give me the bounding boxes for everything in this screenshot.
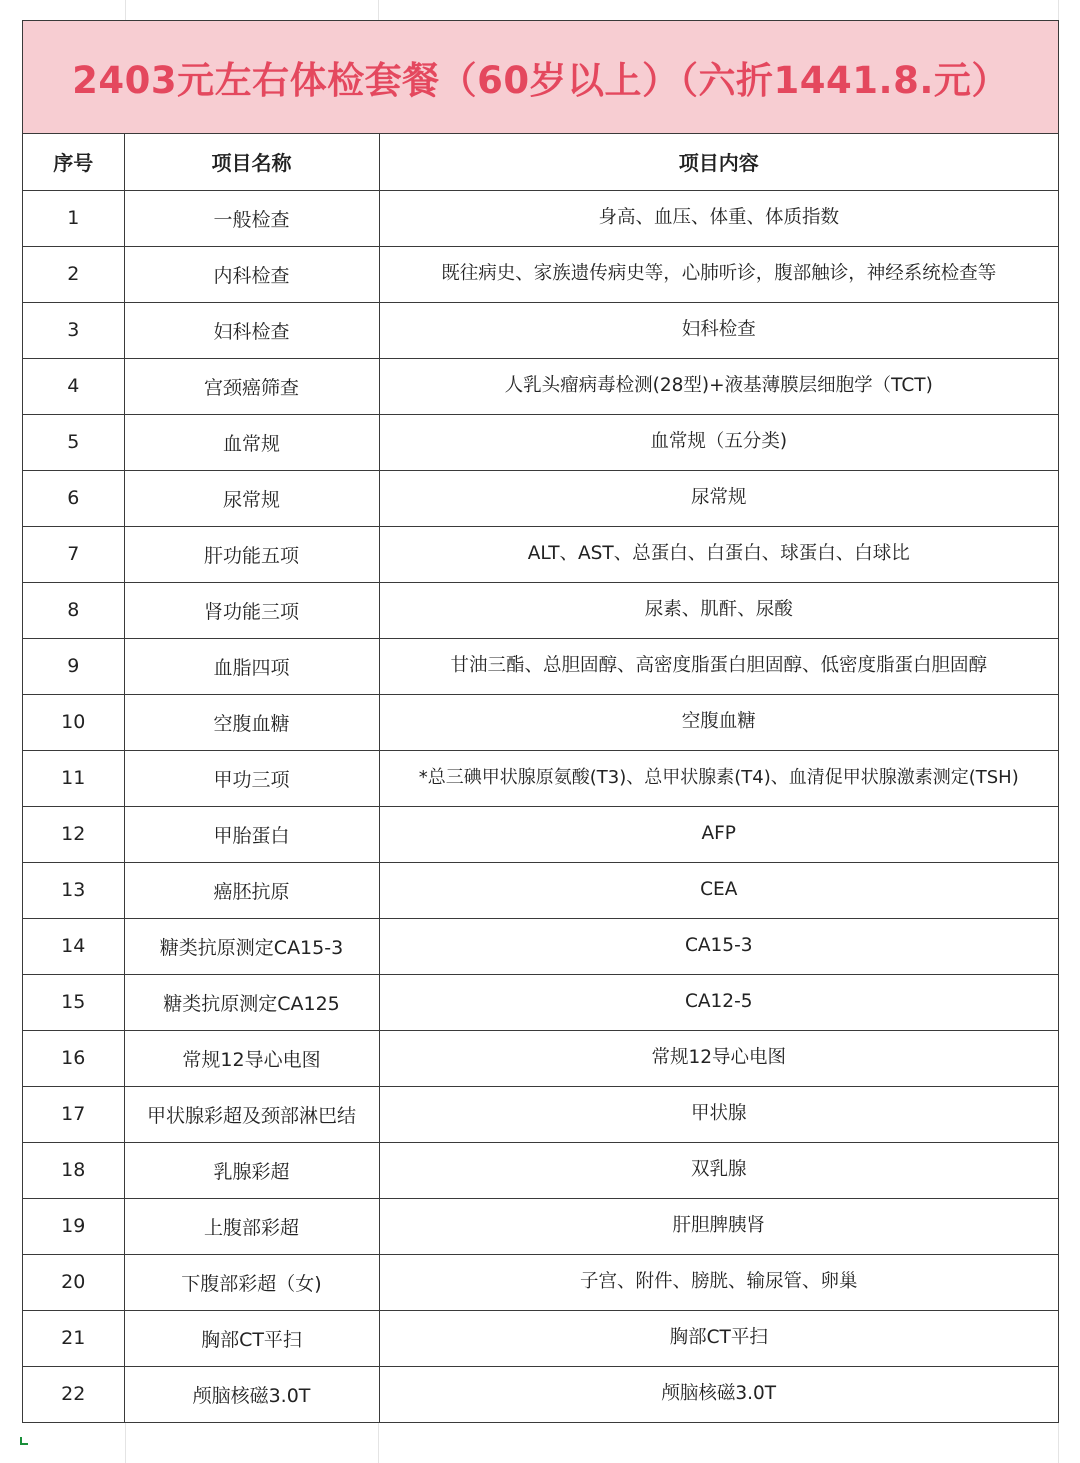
table-row xyxy=(23,750,1058,806)
table-header-row xyxy=(23,134,1058,190)
row-no: 9 xyxy=(23,638,124,694)
row-item-content: 胸部CT平扫 xyxy=(379,1310,1058,1366)
row-no: 8 xyxy=(23,582,124,638)
table-row xyxy=(23,190,1058,246)
row-item-name: 癌胚抗原 xyxy=(124,862,379,918)
row-no: 4 xyxy=(23,358,124,414)
checkup-items-table xyxy=(23,134,1058,1422)
table-row xyxy=(23,862,1058,918)
table-row xyxy=(23,246,1058,302)
title-banner xyxy=(23,21,1058,134)
row-item-name: 空腹血糖 xyxy=(124,694,379,750)
table-row xyxy=(23,582,1058,638)
row-no: 22 xyxy=(23,1366,124,1422)
row-item-name: 甲胎蛋白 xyxy=(124,806,379,862)
table-row xyxy=(23,1142,1058,1198)
row-item-name: 甲状腺彩超及颈部淋巴结 xyxy=(124,1086,379,1142)
table-row xyxy=(23,526,1058,582)
header-item-name: 项目名称 xyxy=(124,134,379,190)
row-item-content: 尿素、肌酐、尿酸 xyxy=(379,582,1058,638)
row-no: 5 xyxy=(23,414,124,470)
table-row xyxy=(23,806,1058,862)
row-item-name: 胸部CT平扫 xyxy=(124,1310,379,1366)
row-no: 13 xyxy=(23,862,124,918)
row-item-content: 身高、血压、体重、体质指数 xyxy=(379,190,1058,246)
row-item-name: 肝功能五项 xyxy=(124,526,379,582)
row-item-content: 肝胆脾胰肾 xyxy=(379,1198,1058,1254)
row-no: 6 xyxy=(23,470,124,526)
row-item-name: 甲功三项 xyxy=(124,750,379,806)
table-row xyxy=(23,694,1058,750)
row-no: 21 xyxy=(23,1310,124,1366)
row-item-name: 血常规 xyxy=(124,414,379,470)
table-row xyxy=(23,1254,1058,1310)
row-item-name: 妇科检查 xyxy=(124,302,379,358)
row-item-content: 甲状腺 xyxy=(379,1086,1058,1142)
row-item-content: 子宫、附件、膀胱、输尿管、卵巢 xyxy=(379,1254,1058,1310)
checkup-package-sheet xyxy=(22,20,1059,1423)
row-no: 12 xyxy=(23,806,124,862)
row-item-content: CA12-5 xyxy=(379,974,1058,1030)
row-item-content: 颅脑核磁3.0T xyxy=(661,1383,777,1405)
package-title: 2403元左右体检套餐（60岁以上）（六折1441.8.元） xyxy=(72,59,1009,102)
row-no: 1 xyxy=(23,190,124,246)
row-no: 14 xyxy=(23,918,124,974)
row-no: 3 xyxy=(23,302,124,358)
row-item-name: 宫颈癌筛查 xyxy=(124,358,379,414)
row-no: 11 xyxy=(23,750,124,806)
row-item-name: 一般检查 xyxy=(124,190,379,246)
row-no: 18 xyxy=(23,1142,124,1198)
table-row xyxy=(23,1030,1058,1086)
row-item-content: 人乳头瘤病毒检测(28型)+液基薄膜层细胞学（TCT) xyxy=(379,358,1058,414)
row-no: 7 xyxy=(23,526,124,582)
row-item-name: 糖类抗原测定CA15-3 xyxy=(124,918,379,974)
row-no: 2 xyxy=(23,246,124,302)
table-row xyxy=(23,358,1058,414)
table-row xyxy=(23,1086,1058,1142)
table-row xyxy=(23,470,1058,526)
row-item-name: 血脂四项 xyxy=(124,638,379,694)
header-item-content: 项目内容 xyxy=(379,134,1058,190)
header-no: 序号 xyxy=(23,134,124,190)
row-item-content: 甘油三酯、总胆固醇、高密度脂蛋白胆固醇、低密度脂蛋白胆固醇 xyxy=(379,638,1058,694)
cell-corner-marker xyxy=(20,1437,28,1445)
row-item-content: 既往病史、家族遗传病史等，心肺听诊，腹部触诊，神经系统检查等 xyxy=(379,246,1058,302)
table-row xyxy=(23,414,1058,470)
row-item-name: 尿常规 xyxy=(124,470,379,526)
row-item-content: 双乳腺 xyxy=(379,1142,1058,1198)
row-item-content: 尿常规 xyxy=(379,470,1058,526)
row-item-name: 常规12导心电图 xyxy=(124,1030,379,1086)
table-row xyxy=(23,918,1058,974)
table-row xyxy=(23,1198,1058,1254)
row-no: 16 xyxy=(23,1030,124,1086)
row-no: 19 xyxy=(23,1198,124,1254)
row-item-name: 颅脑核磁3.0T xyxy=(124,1366,379,1422)
row-item-name: 下腹部彩超（女) xyxy=(124,1254,379,1310)
row-item-content: 血常规（五分类) xyxy=(379,414,1058,470)
table-row xyxy=(23,1366,1058,1422)
row-no: 20 xyxy=(23,1254,124,1310)
row-item-content: AFP xyxy=(379,806,1058,862)
table-row xyxy=(23,1310,1058,1366)
row-item-content: ALT、AST、总蛋白、白蛋白、球蛋白、白球比 xyxy=(379,526,1058,582)
row-item-name: 乳腺彩超 xyxy=(124,1142,379,1198)
row-item-content: *总三碘甲状腺原氨酸(T3)、总甲状腺素(T4)、血清促甲状腺激素测定(TSH) xyxy=(379,750,1058,806)
row-item-name: 内科检查 xyxy=(124,246,379,302)
row-no: 10 xyxy=(23,694,124,750)
table-row xyxy=(23,638,1058,694)
row-item-content: 常规12导心电图 xyxy=(379,1030,1058,1086)
row-item-content: CEA xyxy=(379,862,1058,918)
row-item-name: 上腹部彩超 xyxy=(124,1198,379,1254)
table-row xyxy=(23,302,1058,358)
row-no: 17 xyxy=(23,1086,124,1142)
table-row xyxy=(23,974,1058,1030)
row-item-content: 妇科检查 xyxy=(379,302,1058,358)
row-no: 15 xyxy=(23,974,124,1030)
row-item-name: 肾功能三项 xyxy=(124,582,379,638)
row-item-content: CA15-3 xyxy=(379,918,1058,974)
row-item-name: 糖类抗原测定CA125 xyxy=(124,974,379,1030)
row-item-content: 空腹血糖 xyxy=(379,694,1058,750)
